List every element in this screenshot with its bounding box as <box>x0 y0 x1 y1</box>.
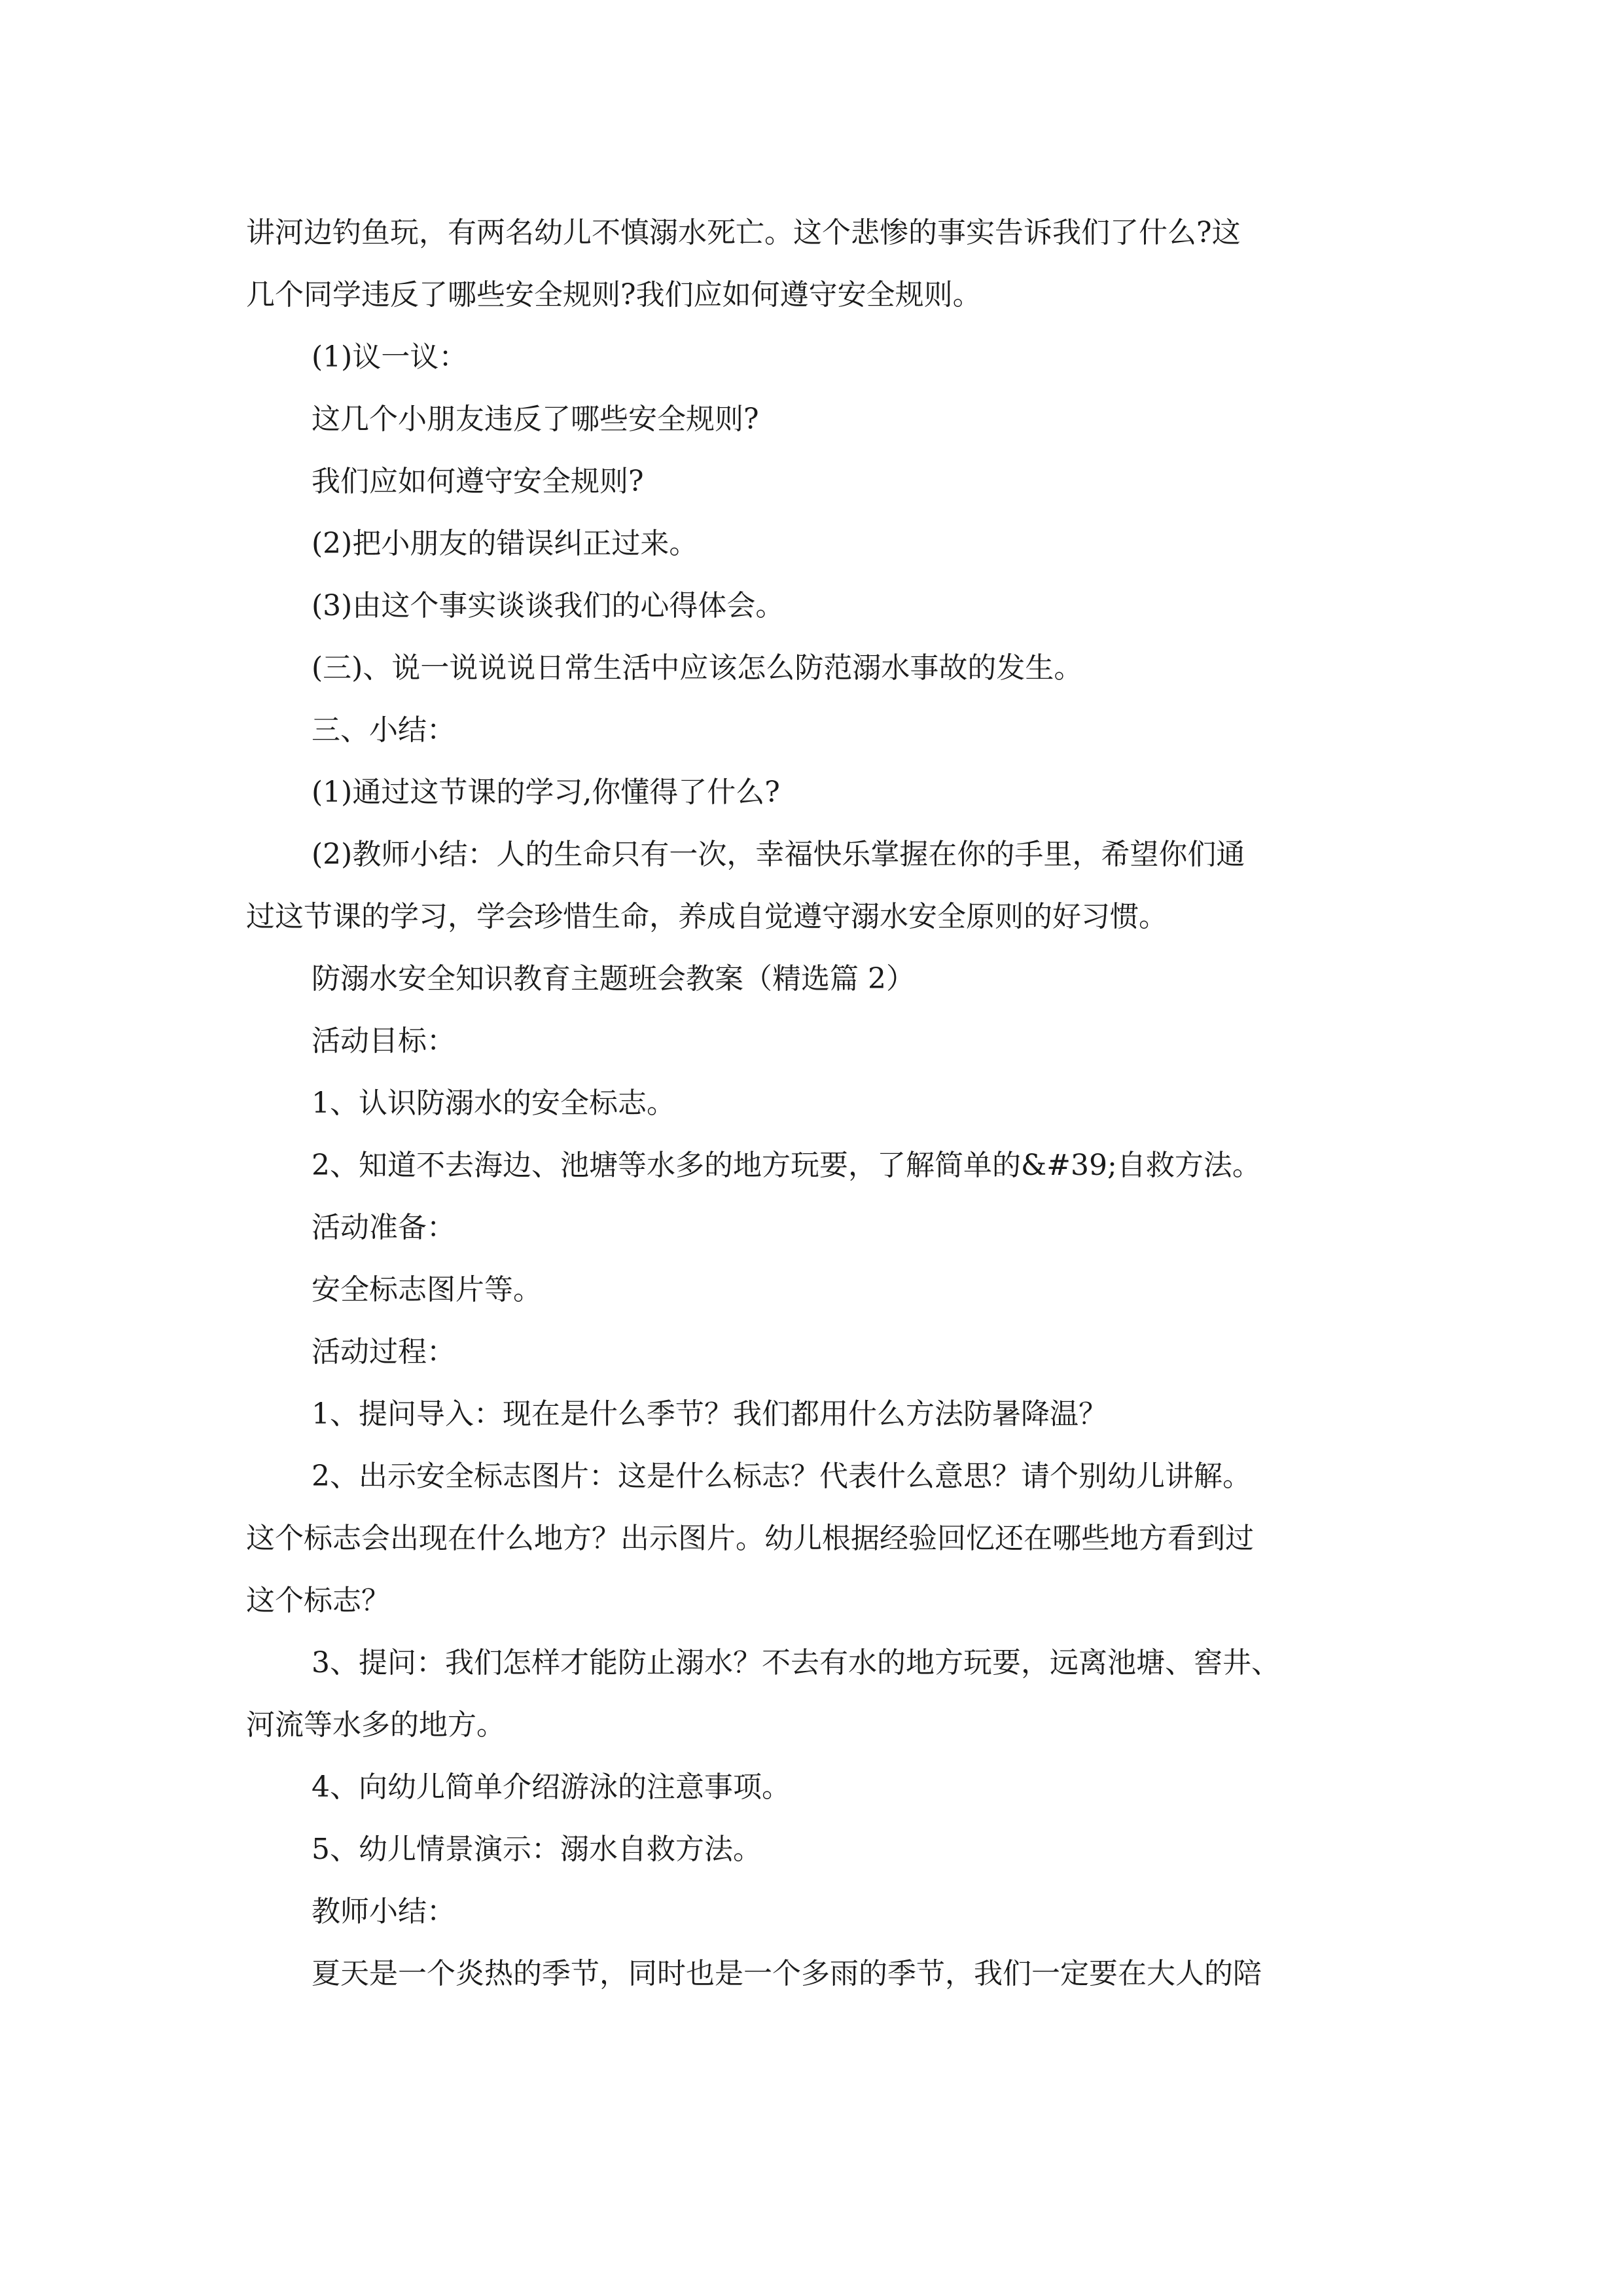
paragraph-line: 这个标志？ <box>246 1584 390 1617</box>
paragraph-line: 3、提问：我们怎样才能防止溺水？不去有水的地方玩要，远离池塘、窖井、 <box>312 1646 1280 1679</box>
paragraph-line: 这个标志会出现在什么地方？出示图片。幼儿根据经验回忆还在哪些地方看到过 <box>246 1522 1254 1555</box>
lesson-title: 防溺水安全知识教育主题班会教案（精选篇 2） <box>312 962 915 996</box>
paragraph-line: 夏天是一个炎热的季节，同时也是一个多雨的季节，我们一定要在大人的陪 <box>312 1957 1262 1990</box>
paragraph-line: (1)议一议： <box>312 340 468 374</box>
paragraph-line: 2、知道不去海边、池塘等水多的地方玩要，了解简单的&#39;自救方法。 <box>312 1149 1261 1182</box>
paragraph-line: 5、幼儿情景演示：溺水自救方法。 <box>312 1833 762 1866</box>
section-heading: 活动目标： <box>312 1024 455 1058</box>
paragraph-line: 1、认识防溺水的安全标志。 <box>312 1086 675 1120</box>
paragraph-line: (三)、说一说说说日常生活中应该怎么防范溺水事故的发生。 <box>312 651 1083 685</box>
paragraph-line: 安全标志图片等。 <box>312 1273 542 1306</box>
paragraph-line: 讲河边钓鱼玩，有两名幼儿不慎溺水死亡。这个悲惨的事实告诉我们了什么?这 <box>246 216 1241 249</box>
paragraph-line: 河流等水多的地方。 <box>246 1708 505 1742</box>
section-heading: 教师小结： <box>312 1895 455 1928</box>
section-heading: 活动准备： <box>312 1211 455 1244</box>
section-heading: 活动过程： <box>312 1335 455 1369</box>
paragraph-line: 这几个小朋友违反了哪些安全规则? <box>312 403 759 436</box>
paragraph-line: (2)把小朋友的错误纠正过来。 <box>312 527 698 560</box>
paragraph-line: 我们应如何遵守安全规则? <box>312 465 644 498</box>
paragraph-line: 4、向幼儿简单介绍游泳的注意事项。 <box>312 1770 791 1804</box>
paragraph-line: 1、提问导入：现在是什么季节？我们都用什么方法防暑降温？ <box>312 1397 1107 1431</box>
paragraph-line: (3)由这个事实谈谈我们的心得体会。 <box>312 589 785 622</box>
paragraph-line: 过这节课的学习，学会珍惜生命，养成自觉遵守溺水安全原则的好习惯。 <box>246 900 1168 933</box>
paragraph-line: 几个同学违反了哪些安全规则?我们应如何遵守安全规则。 <box>246 278 982 312</box>
section-heading: 三、小结： <box>312 713 455 747</box>
paragraph-line: (1)通过这节课的学习,你懂得了什么? <box>312 776 780 809</box>
paragraph-line: (2)教师小结：人的生命只有一次，幸福快乐掌握在你的手里，希望你们通 <box>312 838 1245 871</box>
paragraph-line: 2、出示安全标志图片：这是什么标志？代表什么意思？请个别幼儿讲解。 <box>312 1460 1251 1493</box>
